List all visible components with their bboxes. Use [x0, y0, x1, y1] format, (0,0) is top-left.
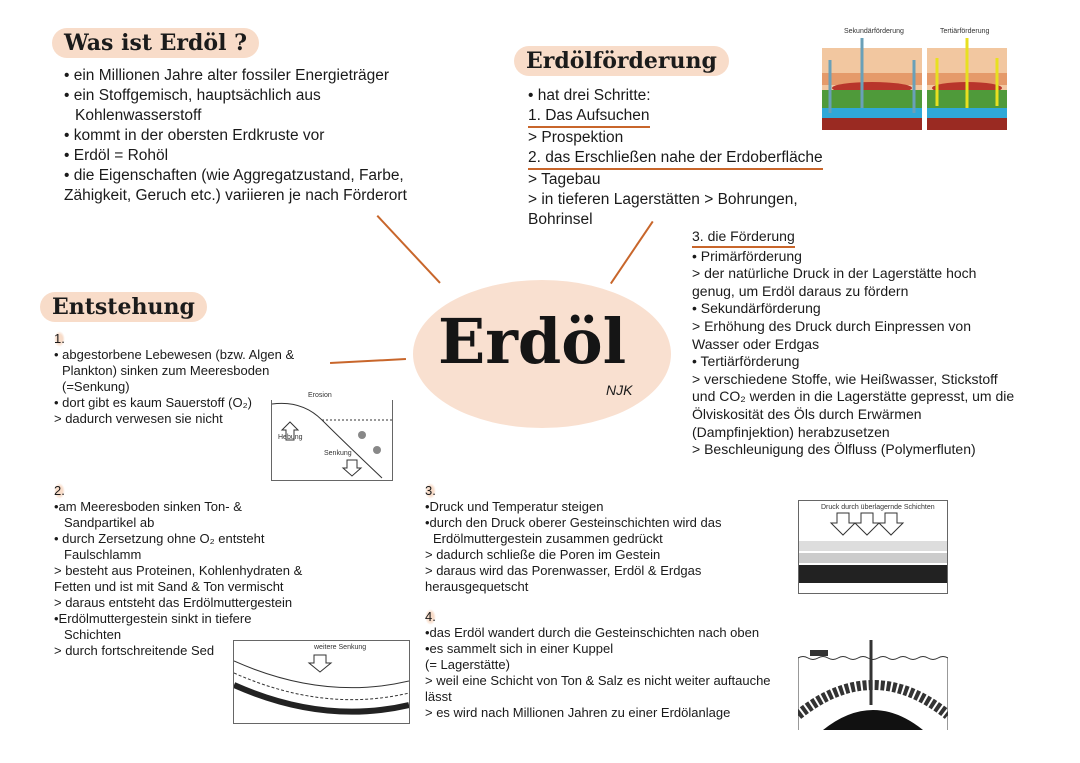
senkung-diagram: [233, 640, 410, 724]
entstehung-step2: [54, 483, 302, 659]
connector-line: [330, 358, 406, 364]
text-line: > dadurch verwesen sie nicht: [54, 411, 223, 426]
text-line: > daraus wird das Porenwasser, Erdöl & Erdgas: [425, 563, 702, 578]
text-line: (= Lagerstätte): [425, 657, 510, 672]
text-line: • kommt in der obersten Erdkruste vor: [64, 127, 325, 144]
text-line: Schichten: [64, 627, 122, 642]
text-line: • die Eigenschaften (wie Aggregatzustand, Farbe,: [64, 167, 404, 184]
text-line: • ein Millionen Jahre alter fossiler Energieträger: [64, 67, 390, 84]
text-line: Kohlenwasserstoff: [75, 107, 202, 124]
text-line: Faulschlamm: [64, 547, 142, 562]
heading-was-ist: Was ist Erdöl ?: [52, 28, 259, 58]
signature: NJK: [606, 382, 633, 398]
text-line: Sandpartikel ab: [64, 515, 155, 530]
text-line: genug, um Erdöl daraus zu fördern: [692, 282, 909, 299]
text-line: • Erdöl = Rohöl: [64, 147, 169, 164]
entstehung-step4: [425, 609, 795, 721]
text-line: • abgestorbene Lebewesen (bzw. Algen &: [54, 347, 295, 362]
text-line: • durch Zersetzung ohne O₂ entsteht: [54, 531, 265, 546]
foerderung-illustration: [822, 28, 1047, 136]
step-heading: 1. Das Aufsuchen: [528, 106, 650, 128]
text-line: Ölviskosität des Öls durch Erwärmen: [692, 405, 922, 422]
image-label: weitere Senkung: [314, 644, 367, 651]
text-line: Plankton) sinken zum Meeresboden: [62, 363, 270, 378]
text-line: > Prospektion: [528, 129, 624, 146]
step-number: 3.: [425, 483, 436, 498]
heading-foerderung: Erdölförderung: [514, 46, 729, 76]
text-line: > dadurch schließe die Poren im Gestein: [425, 547, 661, 562]
text-line: Fetten und ist mit Sand & Ton vermischt: [54, 579, 284, 594]
text-line: herausgequetscht: [425, 579, 529, 594]
image-label: Senkung: [324, 450, 352, 457]
entstehung-step1: [54, 331, 294, 427]
text-line: > es wird nach Millionen Jahren zu einer Erdölanlage: [425, 705, 731, 720]
foerderung-text: [528, 86, 823, 230]
text-line: (=Senkung): [62, 379, 130, 394]
text-line: Zähigkeit, Geruch etc.) variieren je nach Förderort: [64, 187, 407, 204]
step-number: 2.: [54, 483, 65, 498]
text-line: und CO₂ werden in die Lagerstätte gepresst, um die: [692, 388, 1015, 405]
text-line: Wasser oder Erdgas: [692, 335, 820, 352]
text-line: •durch den Druck oberer Gesteinschichten wird das: [425, 515, 722, 530]
text-line: Erdölmuttergestein zusammen gedrückt: [433, 531, 663, 546]
text-line: •das Erdöl wandert durch die Gesteinschichten nach oben: [425, 625, 760, 640]
text-line: > verschiedene Stoffe, wie Heißwasser, Stickstoff: [692, 370, 998, 387]
text-line: > der natürliche Druck in der Lagerstätte hoch: [692, 265, 977, 282]
text-line: > daraus entsteht das Erdölmuttergestein: [54, 595, 293, 610]
text-line: •es sammelt sich in einer Kuppel: [425, 641, 614, 656]
step-number: 1.: [54, 331, 65, 346]
image-label: Druck durch überlagernde Schichten: [821, 504, 935, 511]
text-line: • ein Stoffgemisch, hauptsächlich aus: [64, 87, 321, 104]
pressure-diagram: [798, 500, 948, 594]
image-label: Erosion: [308, 392, 332, 399]
text-line: > weil eine Schicht von Ton & Salz es nicht weiter auftauche: [425, 673, 771, 688]
erosion-diagram: [271, 392, 393, 481]
connector-line: [377, 215, 441, 284]
text-line: > Beschleunigung des Ölfluss (Polymerfluten): [692, 441, 976, 458]
text-line: • Tertiärförderung: [692, 353, 800, 370]
text-line: Bohrinsel: [528, 211, 593, 228]
text-line: (Dampfinjektion) herabzusetzen: [692, 423, 890, 440]
text-line: > besteht aus Proteinen, Kohlenhydraten &: [54, 563, 303, 578]
text-line: • Primärförderung: [692, 247, 802, 264]
text-line: •am Meeresboden sinken Ton- &: [54, 499, 242, 514]
text-line: lässt: [425, 689, 452, 704]
text-line: > durch fortschreitende Sed: [54, 643, 215, 658]
image-label: Sekundärförderung: [844, 28, 904, 35]
text-line: • hat drei Schritte:: [528, 87, 651, 104]
foerderung-step3: [692, 228, 1014, 459]
step-number: 4.: [425, 609, 436, 624]
image-label: Tertiärförderung: [940, 28, 990, 35]
text-line: > Tagebau: [528, 171, 601, 188]
heading-entstehung: Entstehung: [40, 292, 207, 322]
step-heading: 3. die Förderung: [692, 228, 795, 248]
text-line: > in tieferen Lagerstätten > Bohrungen,: [528, 191, 798, 208]
was-ist-text: [64, 66, 407, 206]
text-line: •Druck und Temperatur steigen: [425, 499, 604, 514]
text-line: • Sekundärförderung: [692, 300, 821, 317]
text-line: •Erdölmuttergestein sinkt in tiefere: [54, 611, 252, 626]
connector-line: [610, 221, 654, 284]
image-label: Hebung: [278, 434, 303, 441]
main-title: Erdöl: [438, 305, 627, 378]
text-line: • dort gibt es kaum Sauerstoff (O₂): [54, 395, 252, 410]
step-heading: 2. das Erschließen nahe der Erdoberfläche: [528, 148, 823, 170]
text-line: > Erhöhung des Druck durch Einpressen von: [692, 317, 971, 334]
oil-trap-diagram: [798, 635, 948, 730]
entstehung-step3: [425, 483, 721, 595]
